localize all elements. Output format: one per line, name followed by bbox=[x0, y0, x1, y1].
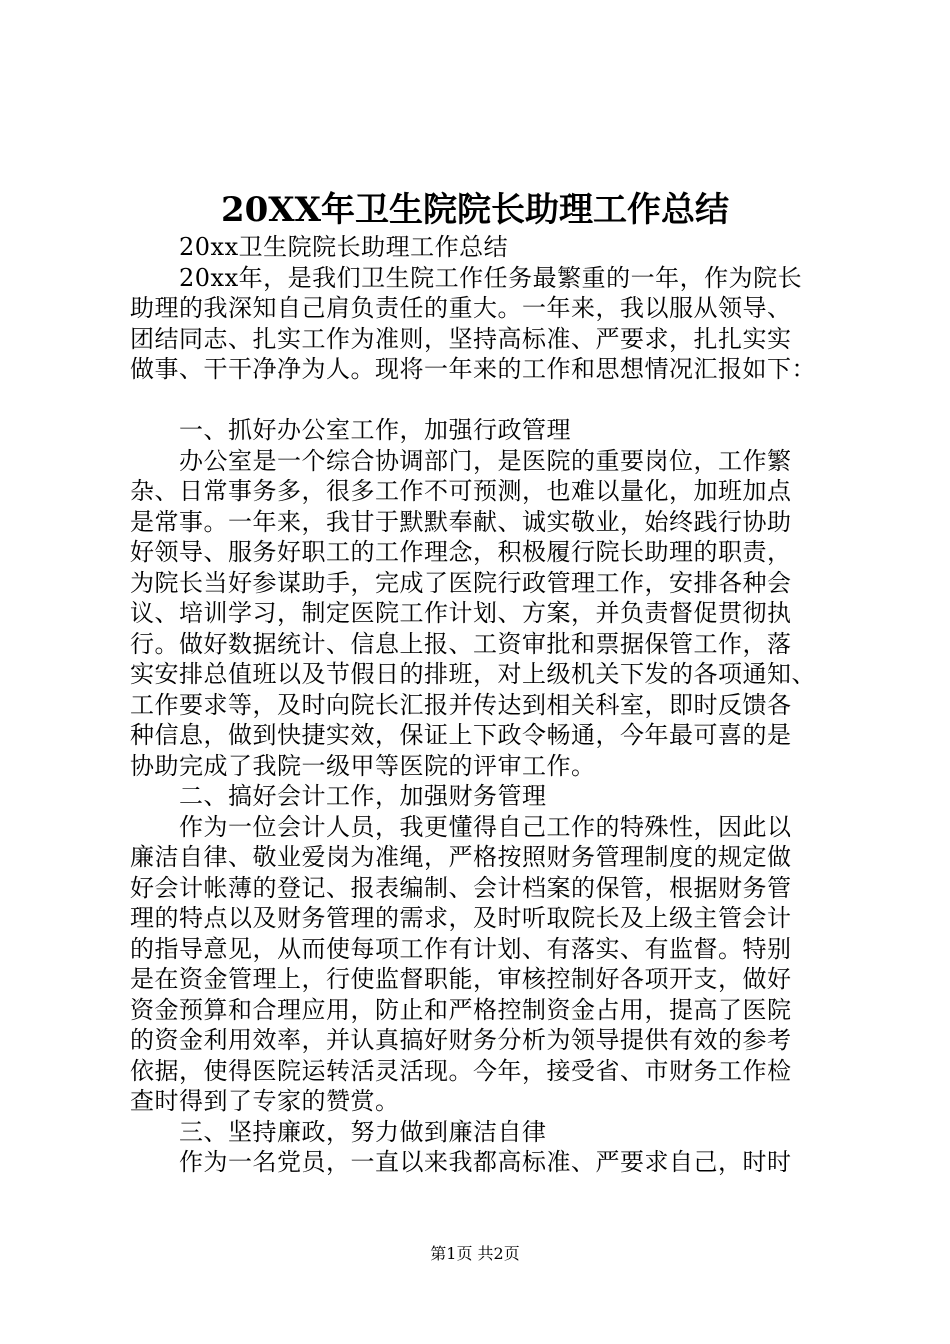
paragraph-line: 20xx年，是我们卫生院工作任务最繁重的一年，作为院长 bbox=[179, 263, 803, 292]
paragraph-line: 议、培训学习，制定医院工作计划、方案，并负责督促贯彻执 bbox=[130, 599, 792, 627]
paragraph-line: 助理的我深知自己肩负责任的重大。一年来，我以服从领导、 bbox=[130, 294, 792, 322]
paragraph-line: 种信息，做到快捷实效，保证上下政令畅通，今年最可喜的是 bbox=[130, 721, 792, 749]
paragraph-line: 实安排总值班以及节假日的排班，对上级机关下发的各项通知、 bbox=[130, 660, 816, 688]
paragraph-line: 好会计帐薄的登记、报表编制、会计档案的保管，根据财务管 bbox=[130, 873, 792, 902]
paragraph-line: 为院长当好参谋助手，完成了医院行政管理工作，安排各种会 bbox=[130, 568, 792, 597]
paragraph-line: 理的特点以及财务管理的需求，及时听取院长及上级主管会计 bbox=[130, 904, 792, 932]
paragraph-line: 的资金利用效率，并认真搞好财务分析为领导提供有效的参考 bbox=[130, 1026, 792, 1054]
paragraph-line: 廉洁自律、敬业爱岗为准绳，严格按照财务管理制度的规定做 bbox=[130, 843, 792, 871]
paragraph-line: 依据，使得医院运转活灵活现。今年，接受省、市财务工作检 bbox=[130, 1056, 792, 1085]
paragraph-line: 作为一位会计人员，我更懂得自己工作的特殊性，因此以 bbox=[179, 812, 792, 841]
blank-line bbox=[130, 385, 830, 416]
paragraph-line: 办公室是一个综合协调部门，是医院的重要岗位，工作繁 bbox=[179, 446, 792, 475]
paragraph-line: 是在资金管理上，行使监督职能，审核控制好各项开支，做好 bbox=[130, 965, 792, 993]
paragraph-line: 杂、日常事务多，很多工作不可预测，也难以量化，加班加点 bbox=[130, 477, 792, 505]
paragraph-line: 做事、干干净净为人。现将一年来的工作和思想情况汇报如下： bbox=[130, 355, 816, 383]
section-heading-2: 二、搞好会计工作，加强财务管理 bbox=[179, 782, 547, 810]
document-body bbox=[130, 232, 830, 1178]
section-heading-3: 三、坚持廉政，努力做到廉洁自律 bbox=[179, 1117, 547, 1146]
paragraph-line: 查时得到了专家的赞赏。 bbox=[130, 1087, 400, 1115]
paragraph-line: 是常事。一年来，我甘于默默奉献、诚实敬业，始终践行协助 bbox=[130, 507, 792, 536]
paragraph-line: 协助完成了我院一级甲等医院的评审工作。 bbox=[130, 751, 596, 780]
paragraph-line: 资金预算和合理应用，防止和严格控制资金占用，提高了医院 bbox=[130, 995, 792, 1024]
subtitle-line: 20xx卫生院院长助理工作总结 bbox=[179, 233, 509, 261]
paragraph-line: 好领导、服务好职工的工作理念，积极履行院长助理的职责， bbox=[130, 538, 792, 566]
document-title: 20XX年卫生院院长助理工作总结 bbox=[220, 190, 730, 230]
paragraph-line: 作为一名党员，一直以来我都高标准、严要求自己，时时 bbox=[179, 1148, 792, 1176]
paragraph-line: 的指导意见，从而使每项工作有计划、有落实、有监督。特别 bbox=[130, 934, 792, 963]
page-number-footer: 第1页 共2页 bbox=[430, 1244, 520, 1263]
section-heading-1: 一、抓好办公室工作，加强行政管理 bbox=[179, 416, 571, 444]
paragraph-line: 工作要求等，及时向院长汇报并传达到相关科室，即时反馈各 bbox=[130, 690, 792, 719]
paragraph-line: 团结同志、扎实工作为准则，坚持高标准、严要求，扎扎实实 bbox=[130, 324, 792, 353]
paragraph-line: 行。做好数据统计、信息上报、工资审批和票据保管工作，落 bbox=[130, 629, 792, 658]
